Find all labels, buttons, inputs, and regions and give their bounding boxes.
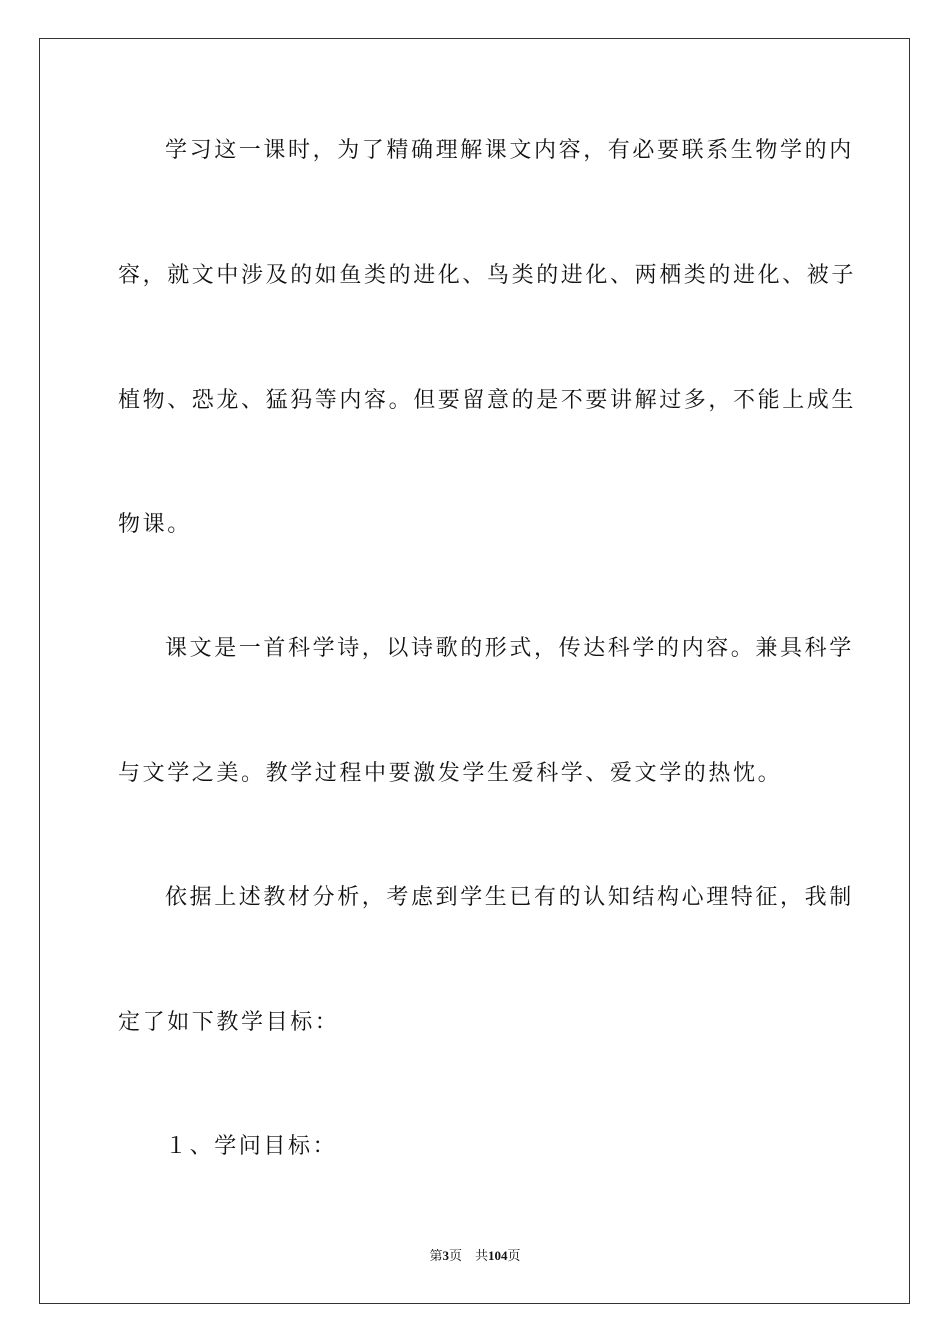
total-pages: 104: [488, 1248, 508, 1263]
total-prefix: 共: [475, 1248, 489, 1263]
paragraph-1-line-3: 植物、恐龙、猛犸等内容。但要留意的是不要讲解过多，不能上成生: [118, 388, 857, 413]
page-suffix: 页: [448, 1248, 462, 1263]
page-border: [39, 38, 910, 1304]
paragraph-1-line-4: 物课。: [118, 512, 192, 537]
paragraph-3-line-2: 定了如下教学目标：: [118, 1010, 340, 1035]
list-item-heading: １、学问目标：: [165, 1134, 338, 1159]
paragraph-1-line-2: 容，就文中涉及的如鱼类的进化、鸟类的进化、两栖类的进化、被子: [118, 263, 857, 288]
paragraph-2-line-2: 与文学之美。教学过程中要激发学生爱科学、爱文学的热忱。: [118, 761, 783, 786]
paragraph-2-line-1: 课文是一首科学诗，以诗歌的形式，传达科学的内容。兼具科学: [165, 636, 854, 661]
page-footer: [0, 1247, 950, 1265]
page-prefix: 第: [429, 1248, 443, 1263]
total-suffix: 页: [507, 1248, 521, 1263]
paragraph-3-line-1: 依据上述教材分析，考虑到学生已有的认知结构心理特征，我制: [165, 885, 854, 910]
paragraph-1-line-1: 学习这一课时，为了精确理解课文内容，有必要联系生物学的内: [165, 138, 854, 163]
page-number: 3: [442, 1248, 449, 1263]
